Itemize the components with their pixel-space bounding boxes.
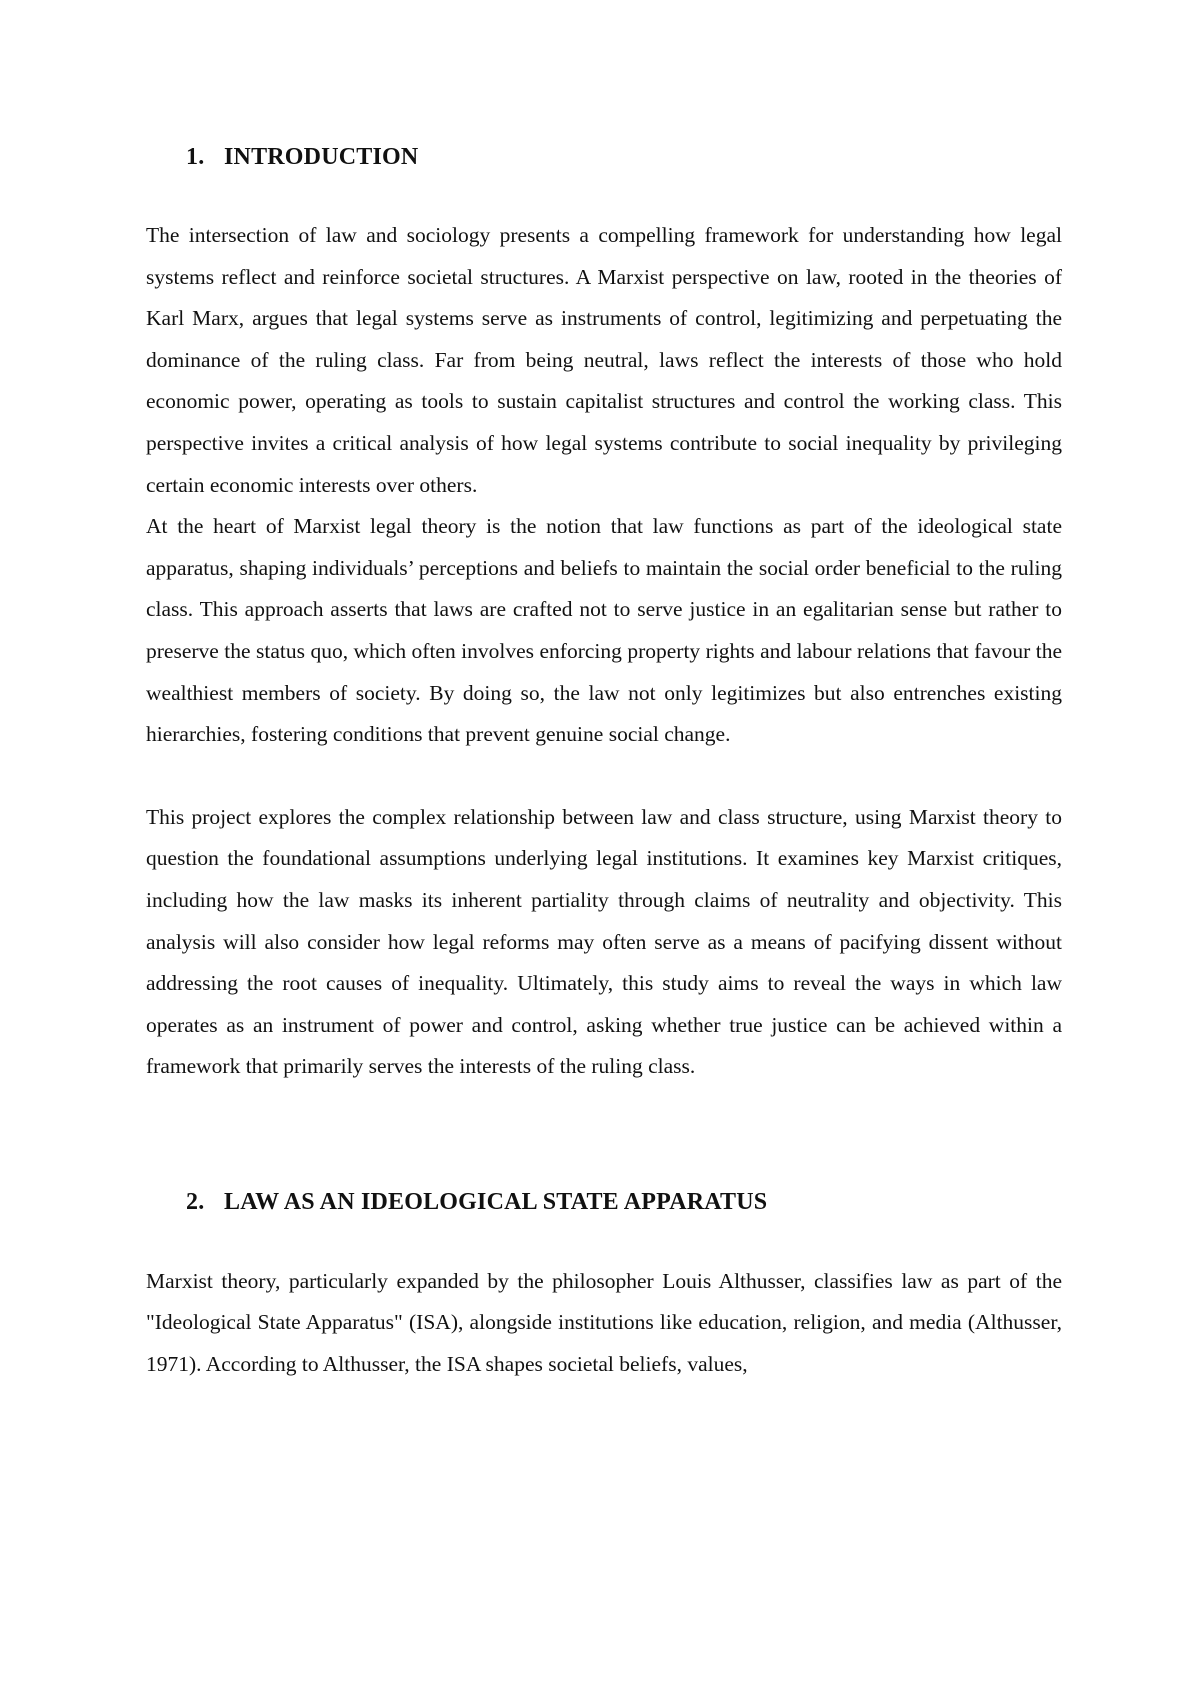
section-heading-law-as-isa [186,1185,1062,1219]
paragraph: The intersection of law and sociology presents a compelling framework for understanding how legal systems reflect and reinforce societal structures. A Marxist perspective on law, rooted in the theories of Karl Marx, argues that legal systems serve as instruments of control, legitimizing and perpetuating the dominance of the ruling class. Far from being neutral, laws reflect the interests of those who hold economic power, operating as tools to sustain capitalist structures and control the working class. This perspective invites a critical analysis of how legal systems contribute to social inequality by privileging certain economic interests over others. [146,223,1062,497]
section-number: 2. [186,1188,205,1215]
paragraph: Marxist theory, particularly expanded by the philosopher Louis Althusser, classifies law as part of the "Ideological State Apparatus" (ISA), alongside institutions like education, religion, and media (Althusser, 1971). According to Althusser, the ISA shapes societal beliefs, values, [146,1268,1062,1377]
section-heading-introduction [186,140,1062,174]
page-body [146,140,1062,1386]
paragraph: This project explores the complex relationship between law and class structure, using Marxist theory to question the foundational assumptions underlying legal institutions. It examines key Marxist critiques, including how the law masks its inherent partiality through claims of neutrality and objectivity. This analysis will also consider how legal reforms may often serve as a means of pacifying dissent without addressing the root causes of inequality. Ultimately, this study aims to reveal the ways in which law operates as an instrument of power and control, asking whether true justice can be achieved within a framework that primarily serves the interests of the ruling class. [146,804,1062,1079]
section-title: INTRODUCTION [224,144,419,170]
section-title: LAW AS AN IDEOLOGICAL STATE APPARATUS [224,1188,768,1215]
section-number: 1. [186,144,205,170]
paragraph: At the heart of Marxist legal theory is the notion that law functions as part of the ideological state apparatus, shaping individuals’ perceptions and beliefs to maintain the social order beneficial to the ruling class. This approach asserts that laws are crafted not to serve justice in an egalitarian sense but rather to preserve the status quo, which often involves enforcing property rights and labour relations that favour the wealthiest members of society. By doing so, the law not only legitimizes but also entrenches existing hierarchies, fostering conditions that prevent genuine social change. [146,514,1062,747]
